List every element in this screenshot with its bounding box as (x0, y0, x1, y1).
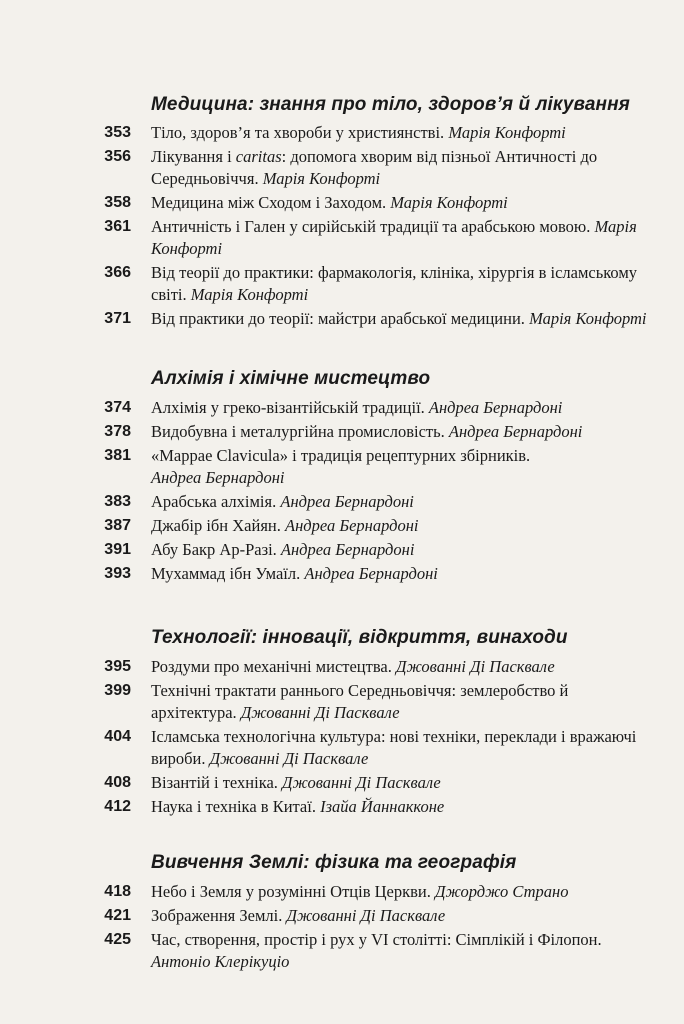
entry-list (0, 397, 684, 585)
entry-title: Медицина між Сходом і Заходом. (151, 193, 387, 212)
entry-author: Марія Конфорті (151, 217, 637, 258)
toc-entry (0, 680, 684, 724)
entry-title: Античність і Гален у сирійській традиції та арабською мовою. (151, 217, 591, 236)
page-number: 425 (104, 931, 131, 948)
entry-title: «Маррае Clavicula» і традиція рецептурних збірників. (151, 446, 531, 465)
entry-title: Ісламська технологічна культура: нові техніки, переклади і вражаючі вироби. (151, 727, 637, 768)
entry-title: Видобувна і металургійна промисловість. (151, 422, 445, 441)
section-heading: Технології: інновації, відкриття, винаходи (151, 627, 568, 648)
section-heading: Алхімія і хімічне мистецтво (151, 368, 431, 389)
entry-title: Наука і техніка в Китаї. (151, 797, 316, 816)
toc-entry (0, 539, 684, 561)
entry-title: Арабська алхімія. (151, 492, 277, 511)
entry-title: Абу Бакр Ар-Разі. (151, 540, 277, 559)
page-number: 371 (104, 310, 131, 327)
entry-author: Джованні Ді Пасквале (282, 773, 441, 792)
entry-author: Андреа Бернардоні (448, 422, 583, 441)
page-number: 353 (104, 124, 131, 141)
entry-author: Джорджо Страно (435, 882, 569, 901)
toc-entry (0, 491, 684, 513)
toc-entry (0, 563, 684, 585)
entry-title: Мухаммад ібн Умаїл. (151, 564, 301, 583)
entry-author: Джованні Ді Пасквале (396, 657, 555, 676)
toc-entry (0, 146, 684, 190)
entry-title: Технічні трактати раннього Середньовіччя: землеробство й архітектура. (151, 681, 569, 722)
toc-entry (0, 796, 684, 818)
entry-list (0, 881, 684, 973)
toc-entry (0, 726, 684, 770)
entry-title: Зображення Землі. (151, 906, 283, 925)
page-number: 381 (104, 447, 131, 464)
toc-entry (0, 905, 684, 927)
entry-list (0, 656, 684, 818)
page-number: 378 (104, 423, 131, 440)
entry-title: Роздуми про механічні мистецтва. (151, 657, 392, 676)
entry-title: Час, створення, простір і рух у VI столітті: Сімплікій і Філопон. (151, 930, 602, 949)
toc-entry (0, 397, 684, 419)
entry-title: Тіло, здоров’я та хвороби у християнстві. (151, 123, 445, 142)
page-number: 395 (104, 658, 131, 675)
page-number: 393 (104, 565, 131, 582)
entry-title: Від практики до теорії: майстри арабської медицини. (151, 309, 525, 328)
page-number: 399 (104, 682, 131, 699)
entry-author: Андреа Бернардоні (280, 540, 415, 559)
page-number: 391 (104, 541, 131, 558)
entry-author: Марія Конфорті (262, 169, 381, 188)
entry-title: Алхімія у греко-візантійській традиції. (151, 398, 425, 417)
entry-title: Візантій і техніка. (151, 773, 278, 792)
toc-entry (0, 308, 684, 330)
entry-author: Андреа Бернардоні (428, 398, 563, 417)
page-number: 418 (104, 883, 131, 900)
entry-author: Марія Конфорті (529, 309, 647, 328)
entry-list (0, 122, 684, 330)
toc-entry (0, 192, 684, 214)
toc-entry (0, 262, 684, 306)
entry-title: Лікування і caritas: допомога хворим від пізньої Античності до Середньовіччя. (151, 147, 598, 188)
page-number: 383 (104, 493, 131, 510)
entry-title: Джабір ібн Хайян. (151, 516, 281, 535)
page-number: 408 (104, 774, 131, 791)
toc-entry (0, 421, 684, 443)
entry-author: Ізайа Йаннакконе (320, 797, 445, 816)
page-number: 358 (104, 194, 131, 211)
page-number: 421 (104, 907, 131, 924)
toc-entry (0, 445, 684, 489)
toc-entry (0, 122, 684, 144)
page-number: 404 (104, 728, 131, 745)
entry-author: Андреа Бернардоні (285, 516, 419, 535)
entry-author: Андреа Бернардоні (151, 468, 285, 487)
entry-author: Марія Конфорті (448, 123, 566, 142)
entry-title: Від теорії до практики: фармакологія, клініка, хірургія в ісламському світі. (151, 263, 638, 304)
toc-entry (0, 656, 684, 678)
toc-entry (0, 216, 684, 260)
entry-author: Джованні Ді Пасквале (286, 906, 446, 925)
toc-entry (0, 929, 684, 973)
page-number: 412 (104, 798, 131, 815)
entry-author: Джованні Ді Пасквале (209, 749, 369, 768)
toc-entry (0, 515, 684, 537)
page-number: 387 (104, 517, 131, 534)
toc-entry (0, 881, 684, 903)
section-heading: Медицина: знання про тіло, здоров’я й лікування (151, 94, 630, 115)
entry-title: Небо і Земля у розумінні Отців Церкви. (151, 882, 431, 901)
page-number: 356 (104, 148, 131, 165)
entry-author: Андреа Бернардоні (304, 564, 438, 583)
toc-entry (0, 772, 684, 794)
entry-author: Джованні Ді Пасквале (240, 703, 400, 722)
entry-author: Антоніо Клерікуціо (151, 952, 290, 971)
page-number: 366 (104, 264, 131, 281)
page-number: 361 (104, 218, 131, 235)
entry-author: Марія Конфорті (390, 193, 508, 212)
section-heading: Вивчення Землі: фізика та географія (151, 852, 517, 873)
entry-author: Марія Конфорті (190, 285, 309, 304)
page-number: 374 (104, 399, 131, 416)
entry-author: Андреа Бернардоні (280, 492, 414, 511)
